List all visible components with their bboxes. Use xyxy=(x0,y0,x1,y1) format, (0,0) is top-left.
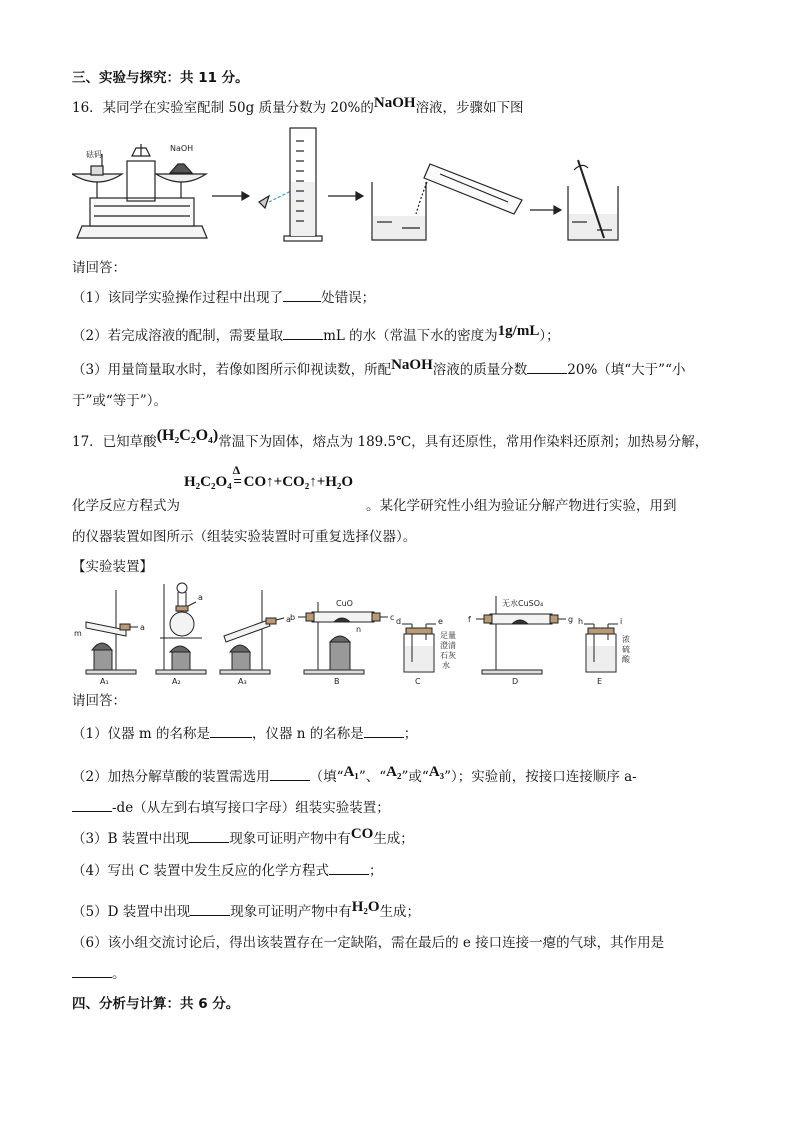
answer-blank[interactable] xyxy=(210,724,252,738)
q17-p2-sep1: ”、“ xyxy=(358,769,387,785)
apparatus-e xyxy=(584,624,618,672)
weights-label: 砝码 xyxy=(86,150,102,159)
label-e-text-1: 硫 xyxy=(622,645,630,654)
q17-p3-mid: 现象可证明产物中有 xyxy=(229,831,351,847)
label-a2: A₂ xyxy=(172,677,181,686)
label-f: f xyxy=(468,615,471,624)
q17-l2-post: 。某化学研究性小组为验证分解产物进行实验，用到 xyxy=(366,498,677,514)
apparatus-heading: 【实验装置】 xyxy=(72,559,153,575)
section-4-heading: 四、分析与计算：共 6 分。 xyxy=(72,996,240,1012)
q17-part6-cont xyxy=(72,964,126,983)
label-anhydrous: 无水CuSO₄ xyxy=(502,599,544,608)
q17-p2-opt1: （填“ xyxy=(309,769,344,785)
q17-part1 xyxy=(72,724,417,743)
q16-p2-end: ）； xyxy=(539,328,560,344)
heat-mark: Δ xyxy=(232,463,241,477)
q17-part6: （6）该小组交流讨论后，得出该装置存在一定缺陷，需在最后的 e 接口连接一瘪的气球，其作用是 xyxy=(72,935,665,951)
co-formula: CO xyxy=(350,826,374,842)
equation-left: H₂C₂O₄ xyxy=(184,474,232,490)
label-a1: A₁ xyxy=(100,677,109,686)
q16-p3-end: 20%（填“大于”“小 xyxy=(567,362,686,378)
q17-part3 xyxy=(72,826,414,848)
q16-naoh: NaOH xyxy=(373,95,416,111)
naoh-label: NaOH xyxy=(170,144,194,153)
equation-arrow: Δ = xyxy=(232,463,242,490)
q17-p2-line2: -de（从左到右填写接口字母）组装实验装置； xyxy=(112,800,390,816)
label-b: b xyxy=(290,613,296,622)
q17-l1-pre: 17．已知草酸 xyxy=(72,434,157,450)
q17-p3-pre: （3）B 装置中出现 xyxy=(72,831,190,847)
q17-p3-post: 生成； xyxy=(373,831,414,847)
apparatus-figure xyxy=(72,580,652,686)
label-a-a2: a xyxy=(198,593,203,602)
label-a: a xyxy=(140,623,145,632)
answer-blank[interactable] xyxy=(283,326,323,340)
q16-prompt: 请回答： xyxy=(72,260,126,276)
q17-l1-post: 常温下为固体，熔点为 189.5℃，具有还原性，常用作染料还原剂；加热易分解， xyxy=(218,434,709,450)
q16-stem-post: 溶液，步骤如下图 xyxy=(415,100,524,116)
q16-part2 xyxy=(72,323,560,345)
label-cuo: CuO xyxy=(336,599,353,608)
q16-part3-cont: 于”或“等于”）。 xyxy=(72,393,167,409)
q17-l2-pre: 化学反应方程式为 xyxy=(72,498,180,514)
q17-part2-cont xyxy=(72,798,390,817)
q16-part1 xyxy=(72,288,375,307)
label-d: d xyxy=(396,617,402,626)
q16-p1-end: 处错误； xyxy=(321,290,376,306)
option-a3: A₃ xyxy=(428,764,445,780)
q16-p1-text: （1）该同学实验操作过程中出现了 xyxy=(72,290,284,306)
label-m: m xyxy=(74,629,82,638)
stirring-beaker-icon xyxy=(568,160,618,240)
label-e-text-2: 酸 xyxy=(622,655,630,664)
q17-part4 xyxy=(72,861,383,880)
label-e-app: E xyxy=(597,677,603,686)
eye-icon xyxy=(259,196,269,208)
label-c-text-0: 足量 xyxy=(440,631,456,640)
pouring-beaker-icon xyxy=(372,164,522,240)
label-e: e xyxy=(438,617,443,626)
apparatus-b xyxy=(298,602,388,674)
label-i: i xyxy=(620,617,623,626)
option-a2: A₂ xyxy=(386,764,402,780)
answer-blank[interactable] xyxy=(72,964,112,978)
label-c-text-3: 水 xyxy=(442,661,450,670)
label-c-text-2: 石灰 xyxy=(440,651,456,660)
q17-line3: 的仪器装置如图所示（组装实验装置时可重复选择仪器）。 xyxy=(72,529,417,545)
q17-p5-pre: （5）D 装置中出现 xyxy=(72,904,191,920)
q16-part3 xyxy=(72,357,686,379)
q16-p2-text: （2）若完成溶液的配制，需要量取 xyxy=(72,328,284,344)
label-a-a3: a xyxy=(286,615,291,624)
q17-line2 xyxy=(72,497,677,515)
apparatus-a1 xyxy=(86,590,138,674)
q16-p3-naoh: NaOH xyxy=(391,357,433,373)
q16-p3-text: （3）用量筒量取水时，若像如图所示仰视读数，所配 xyxy=(72,362,392,378)
label-e-text-0: 浓 xyxy=(622,635,630,644)
q17-p1-pre: （1）仪器 m 的名称是 xyxy=(72,726,210,742)
answer-blank[interactable] xyxy=(270,767,310,781)
q17-p4-pre: （4）写出 C 装置中发生反应的化学方程式 xyxy=(72,863,330,879)
q17-line1 xyxy=(72,427,709,451)
option-a1: A₁ xyxy=(343,764,359,780)
graduated-cylinder-icon xyxy=(284,128,322,241)
q17-p1-post: ； xyxy=(403,726,418,742)
q17-prompt: 请回答： xyxy=(72,693,126,709)
equation-right: CO↑+CO₂↑+H₂O xyxy=(243,474,354,490)
label-h: h xyxy=(578,617,584,626)
label-b-app: B xyxy=(334,677,340,686)
q17-p2-post: ”）；实验前，按接口连接顺序 a- xyxy=(444,769,637,785)
h2o-formula: H₂O xyxy=(351,899,380,915)
q17-p4-post: ； xyxy=(369,863,383,879)
section-3-heading: 三、实验与探究：共 11 分。 xyxy=(72,70,249,86)
apparatus-a3 xyxy=(220,590,284,674)
answer-blank[interactable] xyxy=(189,829,229,843)
answer-blank[interactable] xyxy=(190,902,230,916)
answer-blank[interactable] xyxy=(283,288,321,302)
q17-p2-sep2: ”或“ xyxy=(401,769,429,785)
label-g: g xyxy=(568,615,574,624)
label-c-text-1: 澄清 xyxy=(440,641,456,650)
oxalic-acid-formula: (H₂C₂O₄) xyxy=(156,427,219,444)
apparatus-c xyxy=(402,624,436,672)
q17-p6-end: 。 xyxy=(112,966,126,982)
q17-p1-mid: ，仪器 n 的名称是 xyxy=(251,726,364,742)
q17-p2-pre: （2）加热分解草酸的装置需选用 xyxy=(72,769,270,785)
label-n: n xyxy=(356,625,362,634)
q17-p5-mid: 现象可证明产物中有 xyxy=(230,904,352,920)
label-d-app: D xyxy=(512,677,519,686)
label-c: c xyxy=(390,613,395,622)
q16-p3-mid: 溶液的质量分数 xyxy=(432,362,528,378)
label-a3: A₃ xyxy=(238,677,247,686)
answer-blank[interactable] xyxy=(72,798,112,812)
q17-part5 xyxy=(72,899,421,921)
q16-density: 1g/mL xyxy=(497,323,540,339)
answer-blank[interactable] xyxy=(329,861,369,875)
decomposition-equation xyxy=(184,463,354,491)
q16-procedure-figure xyxy=(72,126,632,250)
answer-blank[interactable] xyxy=(364,724,404,738)
q16-stem-pre: 16．某同学在实验室配制 50g 质量分数为 20%的 xyxy=(72,100,374,116)
q17-part2 xyxy=(72,764,637,786)
q16-p2-mid: mL 的水（常温下水的密度为 xyxy=(323,328,498,344)
q17-p5-post: 生成； xyxy=(379,904,421,920)
q16-stem xyxy=(72,95,524,117)
label-c-app: C xyxy=(415,677,421,686)
answer-blank[interactable] xyxy=(527,360,567,374)
